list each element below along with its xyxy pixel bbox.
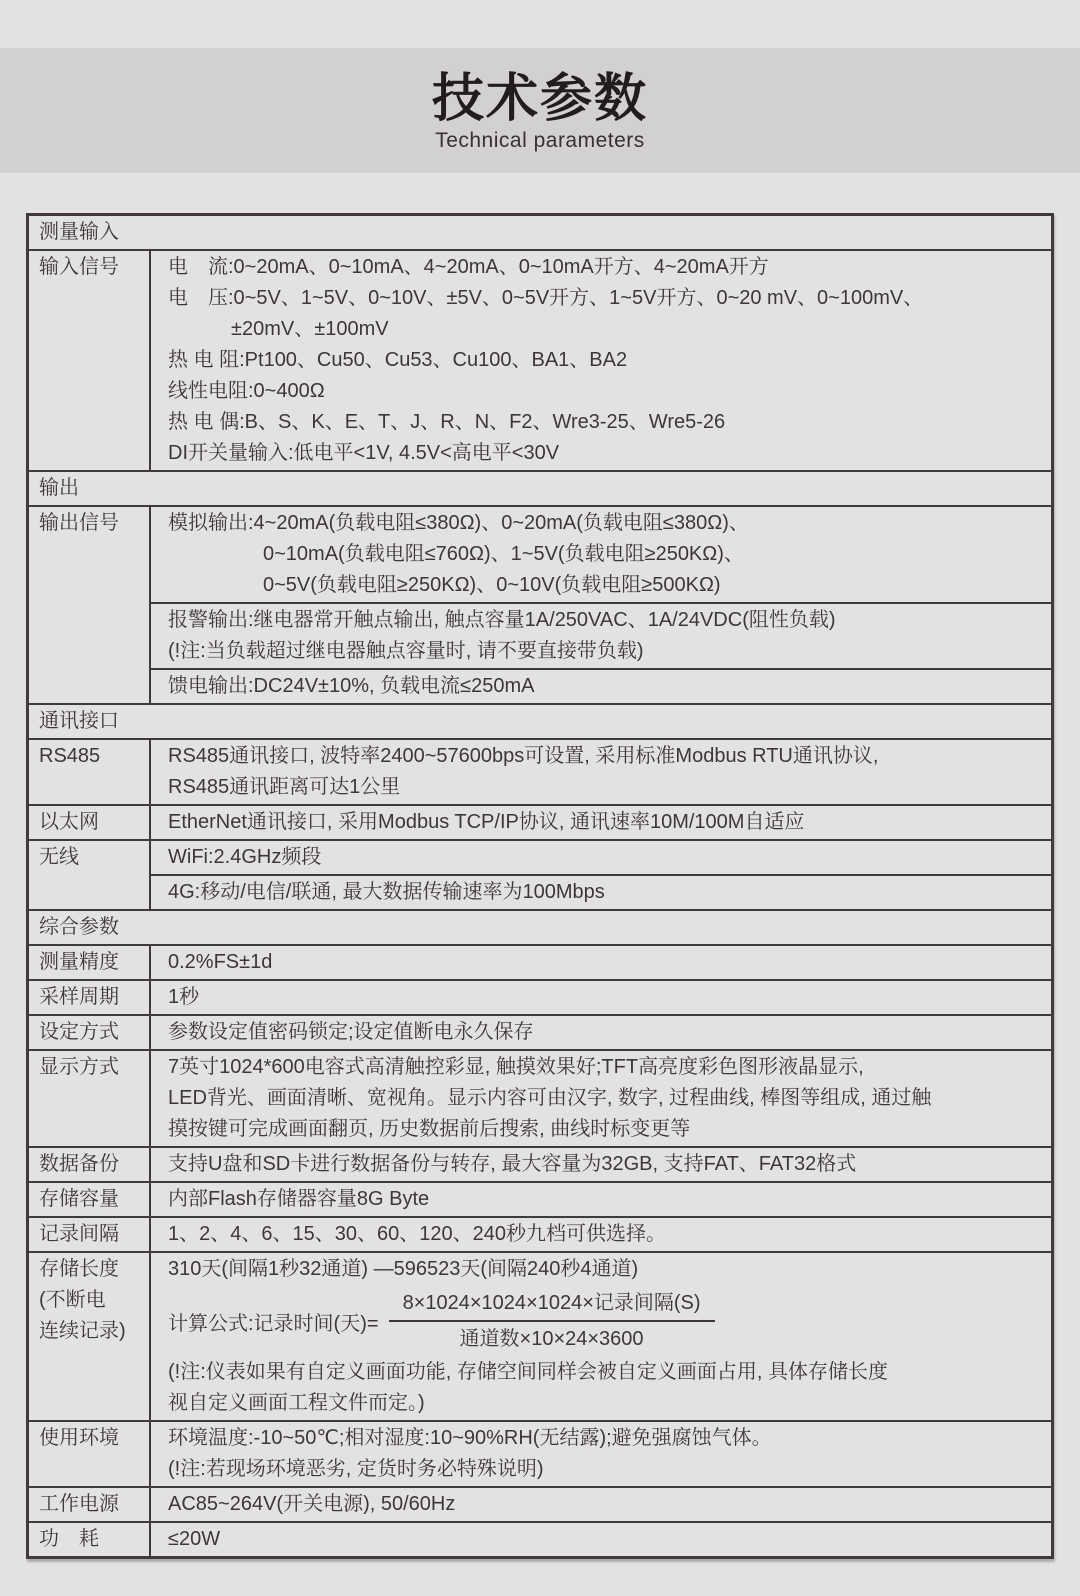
content-line: ±20mV、±100mV [231, 318, 389, 340]
content-subcell [151, 1488, 1051, 1521]
row-label [29, 1051, 151, 1146]
content-subcell [151, 1148, 1051, 1181]
row-label-line: RS485 [39, 745, 101, 767]
row-content [151, 806, 1051, 839]
content-line: 摸按键可完成画面翻页, 历史数据前后搜索, 曲线时标变更等 [168, 1118, 691, 1140]
content-line: 线性电阻:0~400Ω [168, 380, 325, 402]
row-label [29, 1488, 151, 1521]
content-line: RS485通讯距离可达1公里 [168, 776, 401, 798]
row-label-line: 连续记录) [39, 1320, 126, 1342]
row-label-line: 输入信号 [39, 256, 119, 278]
spec-row [29, 839, 1051, 909]
spec-row [29, 505, 1051, 703]
content-subcell [151, 1016, 1051, 1049]
row-label-line: 显示方式 [39, 1056, 119, 1078]
row-label [29, 1183, 151, 1216]
section-row [29, 470, 1051, 505]
content-line: 热 电 偶:B、S、K、E、T、J、R、N、F2、Wre3-25、Wre5-26 [168, 411, 726, 433]
row-content [151, 1148, 1051, 1181]
row-label-line: 测量精度 [39, 951, 119, 973]
spec-row [29, 1521, 1051, 1556]
content-line: 馈电输出:DC24V±10%, 负载电流≤250mA [168, 675, 535, 697]
spec-row [29, 1181, 1051, 1216]
spec-row [29, 1420, 1051, 1486]
row-label-line: 存储长度 [39, 1258, 119, 1280]
row-label [29, 1422, 151, 1486]
row-label-line: 工作电源 [39, 1493, 119, 1515]
section-header-label: 通讯接口 [39, 710, 119, 732]
formula-prefix: 计算公式:记录时间(天)= [168, 1312, 379, 1335]
content-line: 支持U盘和SD卡进行数据备份与转存, 最大容量为32GB, 支持FAT、FAT32格式 [168, 1153, 857, 1175]
content-line: 0~5V(负载电阻≥250KΩ)、0~10V(负载电阻≥500KΩ) [263, 574, 721, 596]
content-line: 热 电 阻:Pt100、Cu50、Cu53、Cu100、BA1、BA2 [168, 349, 628, 371]
content-line: 视自定义画面工程文件而定。) [168, 1392, 425, 1414]
row-label-line: 无线 [39, 846, 79, 868]
content-line: 7英寸1024*600电容式高清触控彩显, 触摸效果好;TFT高亮度彩色图形液晶显示, [168, 1056, 864, 1078]
content-subcell [151, 602, 1051, 668]
content-subcell [151, 874, 1051, 909]
row-content [151, 740, 1051, 804]
row-label [29, 507, 151, 703]
content-line: 环境温度:-10~50℃;相对湿度:10~90%RH(无结露);避免强腐蚀气体。 [168, 1427, 772, 1449]
row-content [151, 981, 1051, 1014]
row-label-line: 记录间隔 [39, 1223, 119, 1245]
content-subcell [151, 1218, 1051, 1251]
row-label-line: 功 耗 [39, 1528, 99, 1550]
content-line: 参数设定值密码锁定;设定值断电永久保存 [168, 1021, 534, 1043]
row-label [29, 1218, 151, 1251]
row-content [151, 251, 1051, 470]
section-header-label: 综合参数 [39, 916, 119, 938]
row-content [151, 1218, 1051, 1251]
content-subcell [151, 507, 1051, 602]
spec-row [29, 1146, 1051, 1181]
row-label-line: (不断电 [39, 1289, 106, 1311]
row-content [151, 841, 1051, 909]
section-header-label: 测量输入 [39, 221, 119, 243]
content-subcell [151, 1523, 1051, 1556]
spec-row [29, 738, 1051, 804]
row-label [29, 740, 151, 804]
content-subcell [151, 668, 1051, 703]
row-label [29, 1016, 151, 1049]
content-line: EtherNet通讯接口, 采用Modbus TCP/IP协议, 通讯速率10M/100M自适应 [168, 811, 805, 833]
content-subcell [151, 251, 1051, 470]
row-content [151, 1183, 1051, 1216]
content-subcell [151, 981, 1051, 1014]
spec-row [29, 1014, 1051, 1049]
section-row [29, 909, 1051, 944]
spec-row [29, 1251, 1051, 1420]
row-label [29, 251, 151, 470]
content-line: 电 流:0~20mA、0~10mA、4~20mA、0~10mA开方、4~20mA开方 [168, 256, 769, 278]
content-line: (!注:仪表如果有自定义画面功能, 存储空间同样会被自定义画面占用, 具体存储长度 [168, 1361, 888, 1383]
section-row [29, 216, 1051, 249]
spec-row [29, 1486, 1051, 1521]
content-line: 4G:移动/电信/联通, 最大数据传输速率为100Mbps [168, 881, 605, 903]
content-line: RS485通讯接口, 波特率2400~57600bps可设置, 采用标准Modbus RTU通讯协议, [168, 745, 879, 767]
row-label-line: 使用环境 [39, 1427, 119, 1449]
spec-row [29, 1216, 1051, 1251]
row-label-line: 采样周期 [39, 986, 119, 1008]
content-line: 模拟输出:4~20mA(负载电阻≤380Ω)、0~20mA(负载电阻≤380Ω)、 [168, 512, 749, 534]
content-line: ≤20W [168, 1528, 221, 1550]
content-line: WiFi:2.4GHz频段 [168, 846, 322, 868]
row-label [29, 1148, 151, 1181]
row-content [151, 1016, 1051, 1049]
row-label-line: 存储容量 [39, 1188, 119, 1210]
row-label [29, 841, 151, 909]
content-line: (!注:当负载超过继电器触点容量时, 请不要直接带负载) [168, 640, 644, 662]
row-label-line: 数据备份 [39, 1153, 119, 1175]
content-line: 0~10mA(负载电阻≤760Ω)、1~5V(负载电阻≥250KΩ)、 [263, 543, 744, 565]
content-line: (!注:若现场环境恶劣, 定货时务必特殊说明) [168, 1458, 544, 1480]
content-line: 报警输出:继电器常开触点输出, 触点容量1A/250VAC、1A/24VDC(阻性负载) [168, 609, 836, 631]
content-subcell [151, 1051, 1051, 1146]
page-title: 技术参数 [431, 70, 648, 128]
spec-table [26, 213, 1054, 1559]
content-line: 0.2%FS±1d [168, 951, 273, 973]
content-subcell [151, 946, 1051, 979]
title-band [0, 48, 1080, 173]
content-subcell [151, 806, 1051, 839]
spec-row [29, 944, 1051, 979]
content-subcell [151, 1253, 1051, 1420]
content-line: LED背光、画面清晰、宽视角。显示内容可由汉字, 数字, 过程曲线, 棒图等组成, 通过触 [168, 1087, 932, 1109]
row-label [29, 1253, 151, 1420]
fraction [389, 1288, 715, 1354]
row-content [151, 1422, 1051, 1486]
content-line: 310天(间隔1秒32通道) —596523天(间隔240秒4通道) [168, 1258, 639, 1280]
spec-row [29, 1049, 1051, 1146]
row-content [151, 1253, 1051, 1420]
row-label [29, 806, 151, 839]
section-header-label: 输出 [39, 477, 79, 499]
content-line: 内部Flash存储器容量8G Byte [168, 1188, 430, 1210]
content-line: 1秒 [168, 986, 200, 1008]
section-row [29, 703, 1051, 738]
row-content [151, 507, 1051, 703]
row-content [151, 1051, 1051, 1146]
content-subcell [151, 1422, 1051, 1486]
content-line: 电 压:0~5V、1~5V、0~10V、±5V、0~5V开方、1~5V开方、0~20 mV、0~100mV、 [168, 287, 924, 309]
content-subcell [151, 1183, 1051, 1216]
content-line: 1、2、4、6、15、30、60、120、240秒九档可供选择。 [168, 1223, 666, 1245]
row-label-line: 输出信号 [39, 512, 119, 534]
spec-row [29, 979, 1051, 1014]
fraction-numerator: 8×1024×1024×1024×记录间隔(S) [389, 1288, 715, 1322]
page-subtitle: Technical parameters [435, 129, 645, 152]
row-label [29, 946, 151, 979]
spec-row [29, 249, 1051, 470]
spec-row [29, 804, 1051, 839]
content-line: AC85~264V(开关电源), 50/60Hz [168, 1493, 456, 1515]
formula [151, 1288, 1051, 1354]
row-label [29, 981, 151, 1014]
row-label-line: 设定方式 [39, 1021, 119, 1043]
row-content [151, 1523, 1051, 1556]
fraction-denominator: 通道数×10×24×3600 [459, 1328, 644, 1350]
row-content [151, 946, 1051, 979]
content-subcell [151, 841, 1051, 874]
content-subcell [151, 740, 1051, 804]
row-content [151, 1488, 1051, 1521]
content-line: DI开关量输入:低电平<1V, 4.5V<高电平<30V [168, 442, 560, 464]
row-label [29, 1523, 151, 1556]
row-label-line: 以太网 [39, 811, 99, 833]
